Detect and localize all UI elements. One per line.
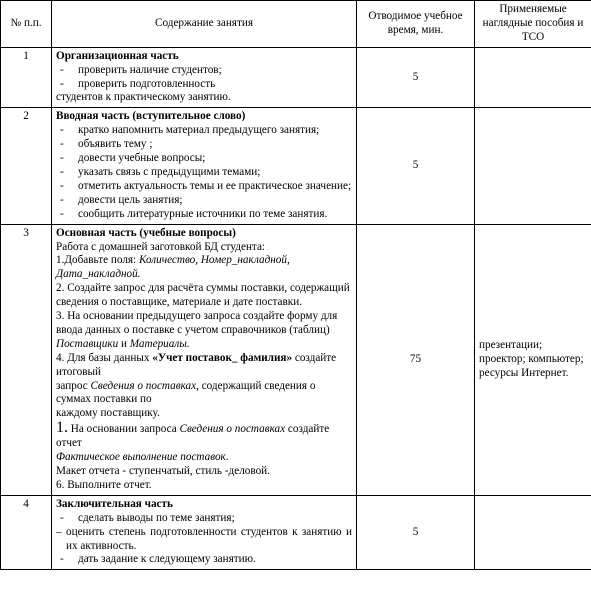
- row-content: [52, 47, 357, 108]
- bullet-list: [56, 512, 352, 568]
- task-italic: Фактическое выполнение поставок: [56, 451, 226, 464]
- row-content: [52, 495, 357, 570]
- task-4: [56, 352, 352, 380]
- task-1: [56, 254, 352, 282]
- bullet-list: [56, 64, 352, 92]
- list-item: - кратко напомнить материал предыдущего занятия;: [56, 124, 352, 138]
- list-item: - довести цель занятия;: [56, 194, 352, 208]
- list-item: - довести учебные вопросы;: [56, 152, 352, 166]
- list-item: - сообщить литературные источники по теме занятия.: [56, 208, 352, 222]
- task-6: 6. Выполните отчет.: [56, 478, 152, 491]
- list-continuation: студентов к практическому занятию.: [56, 91, 231, 104]
- task-text: , содержащий сведения о суммах поставки по: [56, 379, 316, 406]
- header-num: № п.п.: [1, 1, 52, 48]
- task-text: 4. Для базы данных: [56, 351, 153, 364]
- task-3: [56, 310, 352, 352]
- row-num: 1: [1, 47, 52, 108]
- task-text: .: [225, 451, 229, 464]
- task-2: 2. Создайте запрос для расчёта суммы поставки, содержащий сведения о поставщике, материале и дате поставки.: [56, 282, 350, 309]
- section-title: Вводная часть (вступительное слово): [56, 110, 246, 123]
- task-bold: «Учет поставок_ фамилия»: [152, 351, 293, 364]
- task-number: 1.: [56, 419, 68, 437]
- task-text: 1.Добавьте поля:: [56, 254, 139, 267]
- header-row: [1, 1, 591, 48]
- section-title: Заключительная часть: [56, 497, 173, 510]
- header-time: Отводимое учебное время, мин.: [357, 1, 475, 48]
- list-item: - отметить актуальность темы и ее практическое значение;: [56, 180, 352, 194]
- header-aids: Применяемые наглядные пособия и ТСО: [475, 1, 591, 48]
- task-italic: Количество, Номер_накладной, Дата_накладной.: [56, 254, 290, 281]
- row-aids: [475, 108, 591, 224]
- list-item: - проверить наличие студентов;: [56, 64, 352, 78]
- task-5: [56, 421, 352, 451]
- task-text: и: [118, 337, 130, 350]
- list-item: - объявить тему ;: [56, 138, 352, 152]
- task-italic: Сведения о поставках: [90, 379, 197, 392]
- task-text: 3. На основании предыдущего запроса создайте форму для ввода данных о поставке с учетом справочников (таблиц): [56, 310, 338, 336]
- header-content: Содержание занятия: [52, 1, 357, 48]
- table-row: [1, 47, 591, 108]
- task-intro: Работа с домашней заготовкой БД студента:: [56, 240, 266, 253]
- row-content: [52, 224, 357, 495]
- list-item: - сделать выводы по теме занятия;: [56, 512, 352, 526]
- list-item: - дать задание к следующему занятию.: [56, 553, 352, 567]
- row-time: 5: [357, 47, 475, 108]
- row-num: 2: [1, 108, 52, 224]
- table-row: [1, 224, 591, 495]
- list-item: - указать связь с предыдущими темами;: [56, 166, 352, 180]
- row-time: 5: [357, 108, 475, 224]
- task-italic: Поставщики: [56, 337, 119, 350]
- task-italic: Материалы.: [129, 337, 190, 350]
- bullet-list: [56, 124, 352, 221]
- task-5-layout: Макет отчета - ступенчатый, стиль -деловой.: [56, 465, 270, 477]
- table-row: [1, 108, 591, 224]
- table-row: [1, 495, 591, 570]
- task-italic: Сведения о поставках: [179, 423, 286, 436]
- task-4-end: каждому поставщику.: [56, 407, 160, 420]
- row-time: 75: [357, 224, 475, 495]
- row-aids: [475, 495, 591, 570]
- task-4-cont: [56, 380, 352, 408]
- row-aids: презентации; проектор; компьютер; ресурсы Интернет.: [475, 224, 591, 495]
- row-num: 4: [1, 495, 52, 570]
- task-text: запрос: [56, 379, 91, 392]
- row-content: [52, 108, 357, 224]
- section-title: Основная часть (учебные вопросы): [56, 226, 236, 239]
- task-5-cont: [56, 451, 352, 465]
- row-aids: [475, 47, 591, 108]
- section-title: Организационная часть: [56, 49, 179, 62]
- list-item: – оценить степень подготовленности студентов к занятию и их активность.: [56, 526, 352, 554]
- task-text: На основании запроса: [68, 423, 180, 436]
- task-text: создайте итоговый: [56, 351, 337, 378]
- row-num: 3: [1, 224, 52, 495]
- row-time: 5: [357, 495, 475, 570]
- list-item: - проверить подготовленность: [56, 78, 352, 92]
- task-text: создайте отчет: [56, 423, 330, 450]
